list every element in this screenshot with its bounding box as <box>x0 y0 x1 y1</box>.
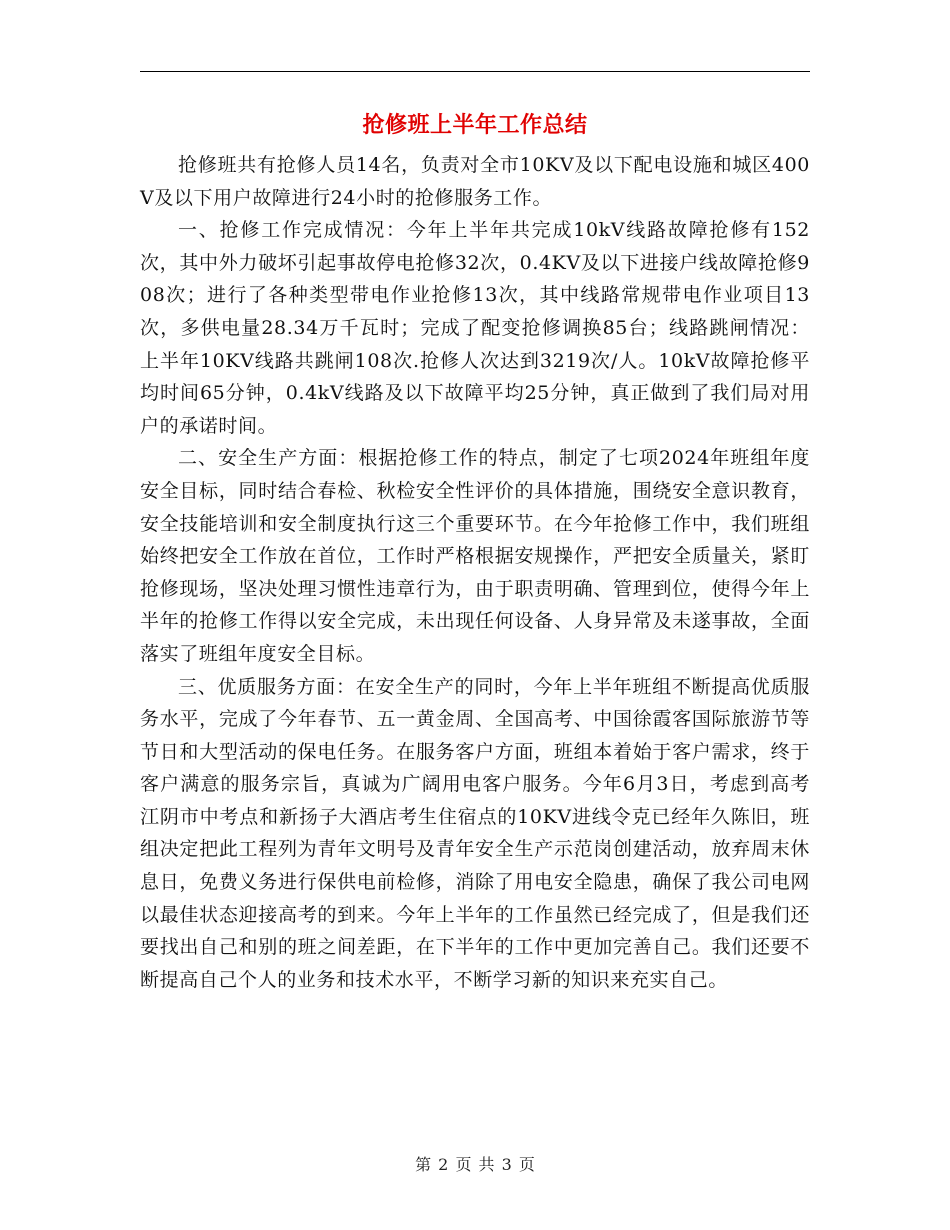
paragraph-intro: 抢修班共有抢修人员14名，负责对全市10KV及以下配电设施和城区400V及以下用户故障进行24小时的抢修服务工作。 <box>140 154 810 209</box>
header-rule <box>140 71 810 72</box>
document-title: 抢修班上半年工作总结 <box>362 112 588 138</box>
paragraph-service: 三、优质服务方面：在安全生产的同时，今年上半年班组不断提高优质服务水平，完成了今年春节、五一黄金周、全国高考、中国徐霞客国际旅游节等节日和大型活动的保电任务。在服务客户方面，班组本着始于客户需求，终于客户满意的服务宗旨，真诚为广阔用电客户服务。今年6月3日，考虑到高考江阴市中考点和新扬子大酒店考生住宿点的10KV进线令克已经年久陈旧，班组决定把此工程列为青年文明号及青年安全生产示范岗创建活动，放弃周末休息日，免费义务进行保供电前检修，消除了用电安全隐患，确保了我公司电网以最佳状态迎接高考的到来。今年上半年的工作虽然已经完成了，但是我们还要找出自己和别的班之间差距，在下半年的工作中更加完善自己。我们还要不断提高自己个人的业务和技术水平，不断学习新的知识来充实自己。 <box>140 675 810 991</box>
paragraph-safety: 二、安全生产方面：根据抢修工作的特点，制定了七项2024年班组年度安全目标，同时结合春检、秋检安全性评价的具体措施，围绕安全意识教育，安全技能培训和安全制度执行这三个重要环节。在今年抢修工作中，我们班组始终把安全工作放在首位，工作时严格根据安规操作，严把安全质量关，紧盯抢修现场，坚决处理习惯性违章行为，由于职责明确、管理到位，使得今年上半年的抢修工作得以安全完成，未出现任何设备、人身异常及未遂事故，全面落实了班组年度安全目标。 <box>140 447 810 665</box>
page-number: 第 2 页 共 3 页 <box>415 1155 535 1174</box>
paragraph-repair-status: 一、抢修工作完成情况：今年上半年共完成10kV线路故障抢修有152次，其中外力破坏引起事故停电抢修32次，0.4KV及以下进接户线故障抢修908次；进行了各种类型带电作业抢修13次，其中线路常规带电作业项目13次，多供电量28.34万千瓦时；完成了配变抢修调换85台；线路跳闸情况：上半年10KV线路共跳闸108次.抢修人次达到3219次/人。10kV故障抢修平均时间65分钟，0.4kV线路及以下故障平均25分钟，真正做到了我们局对用户的承诺时间。 <box>140 219 810 437</box>
document-body <box>140 149 810 996</box>
